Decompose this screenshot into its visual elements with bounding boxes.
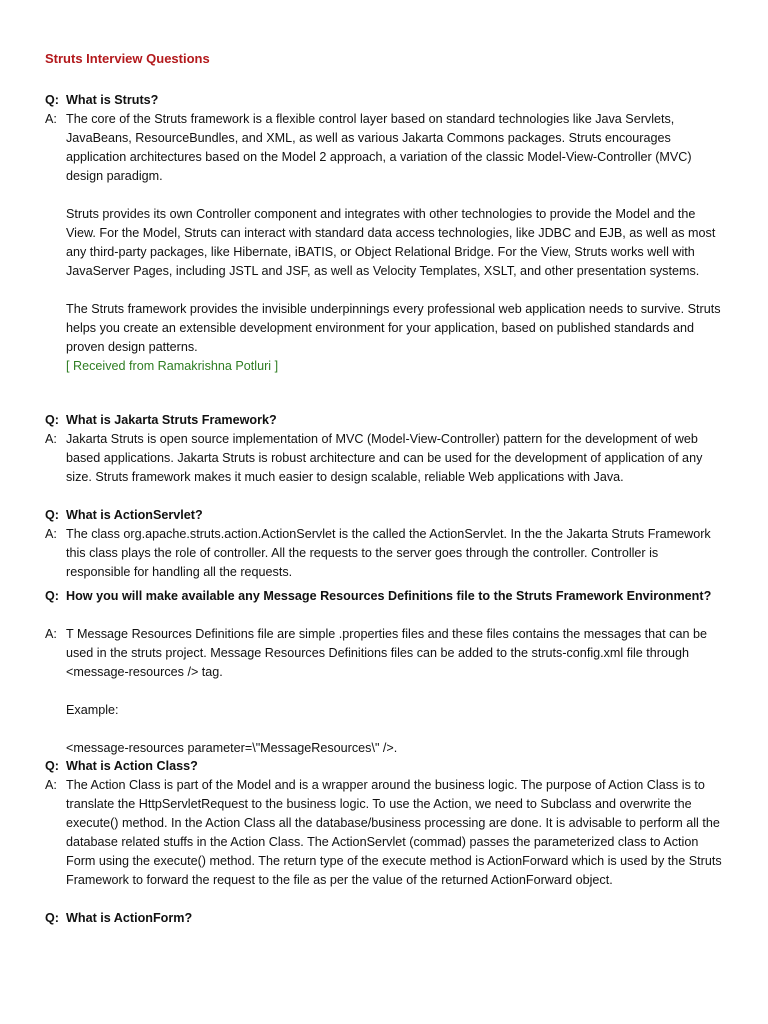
a-marker: A: xyxy=(45,778,57,792)
question-1 xyxy=(45,91,725,110)
answer-body xyxy=(66,625,726,758)
answer-2 xyxy=(45,430,725,487)
question-text: What is ActionForm? xyxy=(66,911,193,925)
question-text: What is Jakarta Struts Framework? xyxy=(66,413,277,427)
question-4 xyxy=(45,587,725,606)
answer-paragraph: The Action Class is part of the Model and is a wrapper around the business logic. The purpose of Action Class is to translate the HttpServletRequest to the business logic. To use the Action, we need to Subclass and overwrite the execute() method. In the Action Class all the database/business processing are done. It is advisable to perform all the database related stuffs in the Action Class. The ActionServlet (commad) passes the parameterized class to Action Form using the execute() method. The return type of the execute method is ActionForward which is used by the Struts Framework to forward the request to the file as per the value of the returned ActionForward object. xyxy=(66,778,722,887)
question-text: What is ActionServlet? xyxy=(66,508,203,522)
q-marker: Q: xyxy=(45,93,59,107)
answer-paragraph: T Message Resources Definitions file are simple .properties files and these files contains the messages that can be used in the struts project. Message Resources Definitions files can be added to the struts-config.xml file through <message-resources /> tag. xyxy=(66,627,707,679)
credit-line: [ Received from Ramakrishna Potluri ] xyxy=(66,359,279,373)
answer-3 xyxy=(45,525,725,582)
answer-paragraph: The class org.apache.struts.action.ActionServlet is the called the ActionServlet. In the the Jakarta Struts Framework this class plays the role of controller. All the requests to the server goes through the controller. Controller is responsible for handling all the requests. xyxy=(66,527,711,579)
q-marker: Q: xyxy=(45,413,59,427)
answer-body xyxy=(66,776,726,890)
q-marker: Q: xyxy=(45,911,59,925)
answer-paragraph: <message-resources parameter=\"MessageResources\" />. xyxy=(66,741,398,755)
answer-4 xyxy=(45,625,725,758)
answer-paragraph: Example: xyxy=(66,703,119,717)
a-marker: A: xyxy=(45,112,57,126)
document-title: Struts Interview Questions xyxy=(45,51,210,66)
answer-5 xyxy=(45,776,725,890)
question-6 xyxy=(45,909,725,928)
question-5 xyxy=(45,757,725,776)
answer-1 xyxy=(45,110,725,376)
question-text: How you will make available any Message Resources Definitions file to the Struts Framework Environment? xyxy=(66,589,712,603)
question-2 xyxy=(45,411,725,430)
answer-paragraph: Jakarta Struts is open source implementation of MVC (Model-View-Controller) pattern for the development of web based applications. Jakarta Struts is robust architecture and can be used for the development of application of any size. Struts framework makes it much easier to design scalable, reliable Web applications with Java. xyxy=(66,432,703,484)
a-marker: A: xyxy=(45,627,57,641)
question-text: What is Struts? xyxy=(66,93,159,107)
q-marker: Q: xyxy=(45,508,59,522)
a-marker: A: xyxy=(45,432,57,446)
question-3 xyxy=(45,506,725,525)
answer-paragraph: The core of the Struts framework is a flexible control layer based on standard technologies like Java Servlets, JavaBeans, ResourceBundles, and XML, as well as various Jakarta Commons packages. Struts encourages application architectures based on the Model 2 approach, a variation of the classic Model-View-Controller (MVC) design paradigm. xyxy=(66,112,692,183)
answer-body xyxy=(66,525,726,582)
q-marker: Q: xyxy=(45,759,59,773)
answer-paragraph: The Struts framework provides the invisible underpinnings every professional web application needs to survive. Struts helps you create an extensible development environment for your application, based on published standards and proven design patterns. xyxy=(66,302,721,354)
answer-body xyxy=(66,110,726,376)
answer-paragraph: Struts provides its own Controller component and integrates with other technologies to provide the Model and the View. For the Model, Struts can interact with standard data access technologies, like JDBC and EJB, as well as most any third-party packages, like Hibernate, iBATIS, or Object Relational Bridge. For the View, Struts works well with JavaServer Pages, including JSTL and JSF, as well as Velocity Templates, XSLT, and other presentation systems. xyxy=(66,207,716,278)
a-marker: A: xyxy=(45,527,57,541)
q-marker: Q: xyxy=(45,589,59,603)
question-text: What is Action Class? xyxy=(66,759,198,773)
answer-body xyxy=(66,430,726,487)
